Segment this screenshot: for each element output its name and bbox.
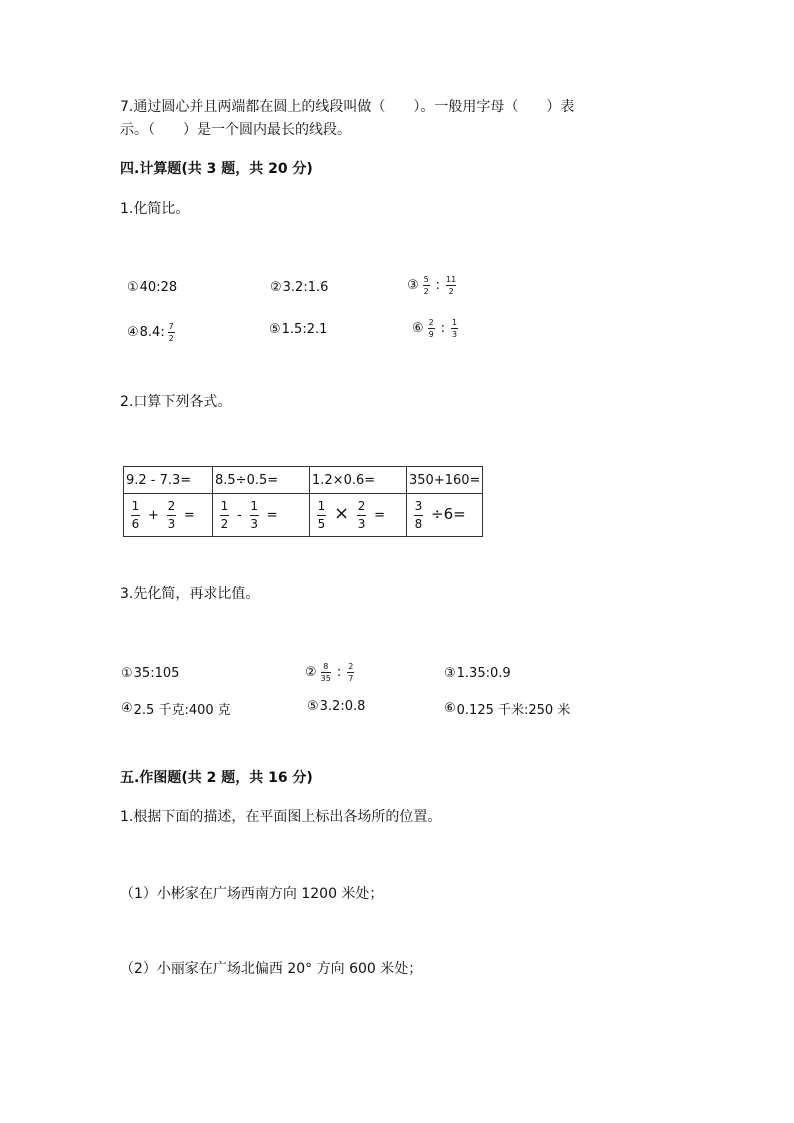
item-expression: 35:105 [133,666,180,681]
colon: : [440,321,446,336]
item-number: ⑤ [307,699,319,714]
q3-title: 3.先化简，再求比值。 [120,586,260,602]
fraction: $\frac{11}{2}$ [446,275,457,296]
item-expression: 3.2:0.8 [319,699,366,714]
question-7 [120,96,574,142]
fraction: $\frac{1}{3}$ [452,318,458,339]
item-expression: 2.5 千克:400 克 [133,703,231,718]
item-expression: 0.125 千米:250 米 [456,703,571,718]
q1-item-6 [412,318,461,339]
item-expression: 40:28 [139,280,178,295]
q3-item-3 [444,666,511,681]
fraction: $\frac{2}{9}$ [428,318,434,339]
fraction: $\frac{8}{35}$ [320,662,331,683]
item-expression: 1.5:2.1 [281,322,328,337]
table-cell: 350+160= [407,467,483,494]
fraction: $\frac{2}{7}$ [348,662,354,683]
item-number: ① [127,280,139,295]
draw1-sub2: （2）小丽家在广场北偏西 20° 方向 600 米处； [120,961,423,977]
fraction: $\frac{5}{2}$ [423,275,429,296]
q1-title: 1.化简比。 [120,201,190,217]
q3-item-6 [444,699,570,718]
item-expression: 1.35:0.9 [456,666,511,681]
q1-item-4 [127,322,178,343]
q1-item-2 [270,280,328,295]
q3-item-5 [307,699,365,714]
oral-calc-table [123,466,483,537]
table-row [124,467,483,494]
question-7-line1: 7.通过圆心并且两端都在圆上的线段叫做（ ）。一般用字母（ ）表 [120,99,575,115]
q1-item-5 [269,322,327,337]
item-number: ④ [127,325,139,340]
item-expression: 8.4: [139,325,165,340]
table-cell: $\frac{3}{8}$ ÷6= [407,494,483,537]
table-cell: $\frac{1}{5}$ × $\frac{2}{3}$ = [310,494,407,537]
q3-item-1 [121,666,179,681]
colon: : [435,278,441,293]
q1-item-1 [127,280,177,295]
item-number: ② [270,280,282,295]
q1-item-3 [407,275,459,296]
item-number: ③ [444,666,456,681]
item-number: ② [305,665,317,680]
table-cell: 8.5÷0.5= [213,467,310,494]
table-cell: 1.2×0.6= [310,467,407,494]
item-number: ⑥ [412,321,424,336]
section-4-title: 四.计算题(共 3 题，共 20 分) [120,161,313,177]
item-expression: 3.2:1.6 [282,280,329,295]
section-5-title: 五.作图题(共 2 题，共 16 分) [120,770,313,786]
colon: : [336,665,342,680]
item-number: ① [121,666,133,681]
fraction: $\frac{7}{2}$ [168,322,174,343]
question-7-line2: 示。（ ）是一个圆内最长的线段。 [120,122,351,138]
table-row [124,494,483,537]
table-cell: $\frac{1}{2}$ - $\frac{1}{3}$ = [213,494,310,537]
item-number: ⑤ [269,322,281,337]
item-number: ④ [121,701,133,716]
item-number: ⑥ [444,701,456,716]
q3-item-2 [305,662,357,683]
draw1-title: 1.根据下面的描述，在平面图上标出各场所的位置。 [120,809,442,825]
item-number: ③ [407,278,419,293]
q3-item-4 [121,699,231,718]
table-cell: $\frac{1}{6}$ + $\frac{2}{3}$ = [124,494,213,537]
q2-title: 2.口算下列各式。 [120,394,232,410]
table-cell: 9.2 - 7.3= [124,467,213,494]
draw1-sub1: （1）小彬家在广场西南方向 1200 米处； [120,886,384,902]
